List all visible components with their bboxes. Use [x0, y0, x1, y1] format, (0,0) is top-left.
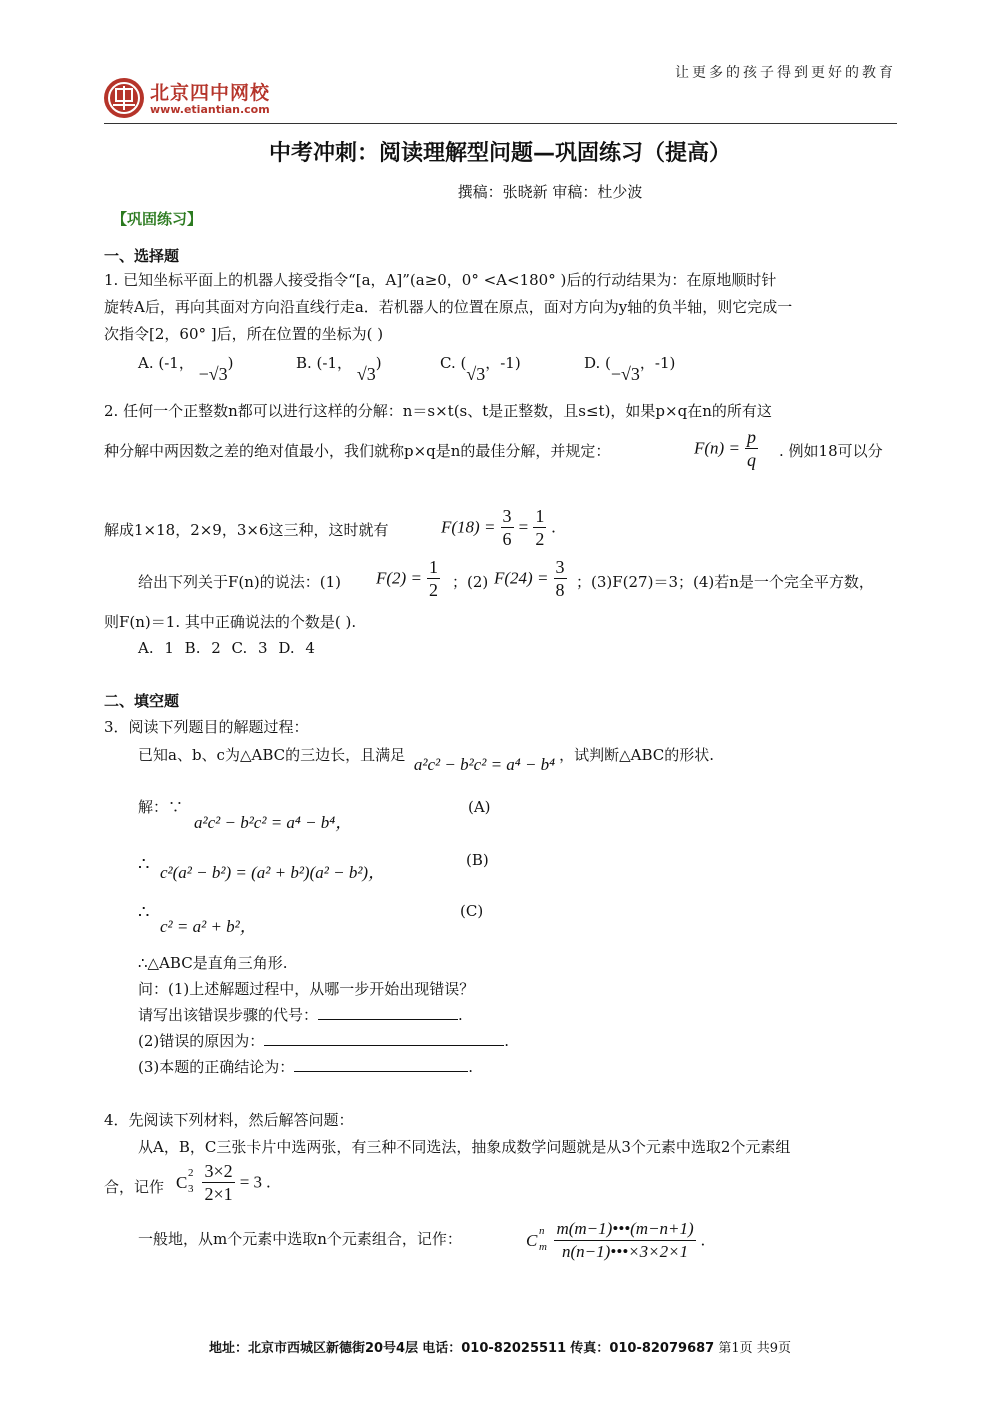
- q1-option-b-text: B. (-1，: [296, 354, 353, 372]
- q1-line1: 1. 已知坐标平面上的机器人接受指令“[a，A]”(a≥0，0° <A<180° )后的行动结果为：在原地顺时针: [104, 271, 777, 289]
- q2-f2-expression: [376, 556, 440, 601]
- q3-answer-3-blank[interactable]: [294, 1057, 468, 1072]
- page-footer: [0, 1337, 1000, 1356]
- q2-fn-fraction: [745, 426, 758, 471]
- q4-c32-sub: 3: [188, 1182, 194, 1195]
- q3-ask-2-text: (2)错误的原因为：: [138, 1032, 265, 1050]
- q4-c32-expression: [176, 1160, 271, 1205]
- q2-f2-num: 1: [429, 557, 439, 577]
- q3-ask-1: 问：(1)上述解题过程中，从哪一步开始出现错误？: [138, 980, 475, 998]
- q2-f24-den: 8: [555, 580, 565, 600]
- q2-f18-period: .: [551, 517, 556, 537]
- q2-f18-label: F(18) =: [441, 517, 496, 537]
- q2-f18-frac1-num: 3: [502, 506, 512, 526]
- q2-line2: 种分解中两因数之差的绝对值最小，我们就称p×q是n的最佳分解，并规定：: [104, 442, 611, 460]
- q2-f18-equals: =: [518, 517, 529, 537]
- q2-fn-num: p: [747, 427, 757, 447]
- q2-fn-label: F(n) =: [694, 438, 740, 458]
- q1-option-d-text: D. (: [584, 354, 611, 372]
- q4-intro: 4．先阅读下列材料，然后解答问题：: [104, 1111, 354, 1129]
- q3-ask-1b-period: .: [458, 1006, 463, 1024]
- q2-f18-expression: [441, 505, 556, 550]
- q1-option-b-radical: √3: [356, 364, 376, 384]
- q2-options[interactable]: A. 1 B. 2 C. 3 D. 4: [138, 639, 315, 657]
- q2-line2-tail: . 例如18可以分: [779, 442, 883, 460]
- q3-ask-3-period: .: [468, 1058, 474, 1076]
- q2-f2-den: 2: [429, 580, 439, 600]
- q2-f18-frac1-den: 6: [502, 529, 512, 549]
- q2-f18-frac2-num: 1: [535, 506, 545, 526]
- q4-c32-num: 3×2: [204, 1161, 233, 1181]
- q2-f18-frac1: [501, 505, 514, 550]
- q4-line1: 从A，B，C三张卡片中选两张，有三种不同选法，抽象成数学问题就是从3个元素中选取2个元素组: [138, 1138, 791, 1156]
- q1-option-d-radical: −√3: [610, 364, 640, 384]
- q3-given-equation: a²c² − b²c² = a⁴ − b⁴: [413, 755, 556, 774]
- q4-cmn-num: m(m−1)•••(m−n+1): [554, 1218, 695, 1241]
- q1-option-d[interactable]: [584, 352, 676, 384]
- q1-option-c-tail: ，-1): [485, 354, 521, 372]
- authors: 撰稿：张晓新 审稿：杜少波: [457, 183, 643, 201]
- q4-cmn-sup: n: [539, 1224, 545, 1237]
- q3-ask-1b: [138, 1005, 463, 1025]
- q1-option-a-text: A. (-1，: [138, 354, 194, 372]
- footer-tel: 010-82025511: [461, 1341, 567, 1356]
- logo-name: 北京四中网校: [150, 82, 271, 104]
- page-title: 中考冲刺：阅读理解型问题—巩固练习（提高）: [268, 141, 731, 166]
- q2-f2-frac: [427, 556, 440, 601]
- q4-c32-sup: 2: [188, 1166, 194, 1179]
- q4-c32-result: = 3 .: [239, 1172, 271, 1192]
- q3-ask-2-period: .: [504, 1032, 510, 1050]
- q3-therefore-2: ∴: [138, 902, 150, 923]
- q4-cmn-frac: [554, 1218, 695, 1263]
- footer-fax-label: 传真：: [570, 1341, 610, 1356]
- q2-line4-tail: ；(3)F(27)＝3；(4)若n是一个完全平方数，: [576, 573, 874, 591]
- q3-step-b: c²(a² − b²) = (a² + b²)(a² − b²)，: [160, 863, 386, 882]
- q1-option-d-tail: ，-1): [639, 354, 676, 372]
- q1-option-a-radical: −√3: [198, 364, 228, 384]
- q3-therefore-1: ∴: [138, 854, 150, 875]
- q3-ask-3: [138, 1057, 473, 1077]
- footer-address: 北京市西城区新德街20号4层: [247, 1341, 419, 1356]
- q1-option-a-close: ): [227, 354, 234, 372]
- section-tag: 【巩固练习】: [112, 210, 203, 228]
- q2-f18-frac2: [533, 505, 546, 550]
- section-choice-heading: 一、选择题: [104, 247, 180, 265]
- q4-cmn-sub: m: [539, 1240, 547, 1253]
- q4-line3-prefix: 一般地，从m个元素中选取n个元素组合，记作：: [138, 1230, 462, 1248]
- header-slogan: 让更多的孩子得到更好的教育: [675, 65, 896, 81]
- q2-line1: 2. 任何一个正整数n都可以进行这样的分解：n＝s×t(s、t是正整数，且s≤t)，如果p×q在n的所有这: [104, 402, 772, 420]
- q2-f24-expression: [494, 556, 567, 601]
- q2-line5: 则F(n)＝1. 其中正确说法的个数是( ).: [104, 613, 357, 631]
- q1-option-a[interactable]: [138, 352, 234, 384]
- footer-tel-label: 电话：: [422, 1341, 462, 1356]
- q2-f24-num: 3: [555, 557, 565, 577]
- q3-step-c: c² = a² + b²，: [160, 917, 257, 936]
- q4-line2-prefix: 合，记作: [104, 1178, 165, 1196]
- q4-cmn-symbol: [526, 1224, 547, 1253]
- q2-part2-label: ；(2): [452, 573, 489, 591]
- q2-f24-label: F(24) =: [494, 568, 549, 588]
- q2-line4-prefix: 给出下列关于F(n)的说法：(1): [138, 573, 342, 591]
- q3-step-a-label: (A): [468, 798, 491, 816]
- q3-ask-3-text: (3)本题的正确结论为：: [138, 1058, 295, 1076]
- q3-answer-1-blank[interactable]: [318, 1005, 458, 1020]
- section-fill-heading: 二、填空题: [104, 692, 180, 710]
- q4-cmn-expression: [526, 1218, 705, 1263]
- q4-cmn-letter: C: [526, 1230, 538, 1250]
- q1-option-c-radical: √3: [466, 364, 486, 384]
- q3-step-c-label: (C): [460, 902, 484, 920]
- footer-address-label: 地址：: [208, 1341, 248, 1356]
- q4-cmn-den: n(n−1)•••×3×2×1: [562, 1242, 689, 1261]
- q1-option-b-close: ): [375, 354, 382, 372]
- q1-line3: 次指令[2，60° ]后，所在位置的坐标为( ): [104, 325, 384, 343]
- q3-given: [138, 745, 715, 774]
- q4-c32-frac: [202, 1160, 234, 1205]
- q2-f24-frac: [554, 556, 567, 601]
- q1-line2: 旋转A后，再向其面对方向沿直线行走a．若机器人的位置在原点，面对方向为y轴的负半轴，则它完成一: [104, 298, 793, 316]
- q4-cmn-period: .: [700, 1230, 706, 1250]
- footer-page-number: 第1页 共9页: [718, 1341, 792, 1356]
- q3-given-text: 已知a、b、c为△ABC的三边长，且满足: [138, 746, 406, 764]
- q3-given-tail: ，试判断△ABC的形状.: [559, 746, 715, 764]
- q2-fn-den: q: [747, 450, 757, 470]
- q3-ask-1b-text: 请写出该错误步骤的代号：: [138, 1006, 319, 1024]
- q4-c32-letter: C: [176, 1172, 188, 1192]
- q3-answer-2-blank[interactable]: [264, 1031, 504, 1046]
- q1-option-c[interactable]: [440, 352, 521, 384]
- q3-step-a: a²c² − b²c² = a⁴ − b⁴，: [194, 813, 353, 832]
- q3-solution-label: 解：∵: [138, 798, 184, 816]
- q2-fn-definition: [694, 426, 758, 471]
- q3-conclusion: ∴△ABC是直角三角形.: [138, 954, 288, 972]
- q2-f2-label: F(2) =: [376, 568, 422, 588]
- header-divider: [104, 123, 897, 124]
- q2-line3: 解成1×18，2×9，3×6这三种，这时就有: [104, 521, 389, 539]
- footer-fax: 010-82079687: [609, 1341, 715, 1356]
- q1-option-b[interactable]: [296, 352, 382, 384]
- q3-step-b-label: (B): [466, 851, 489, 869]
- logo-url: www.etiantian.com: [150, 103, 270, 116]
- q3-ask-2: [138, 1031, 509, 1051]
- q2-f18-frac2-den: 2: [535, 529, 545, 549]
- q3-intro: 3．阅读下列题目的解题过程：: [104, 718, 309, 736]
- q4-c32-symbol: [176, 1166, 194, 1195]
- q1-option-c-text: C. (: [440, 354, 467, 372]
- q4-c32-den: 2×1: [204, 1184, 233, 1204]
